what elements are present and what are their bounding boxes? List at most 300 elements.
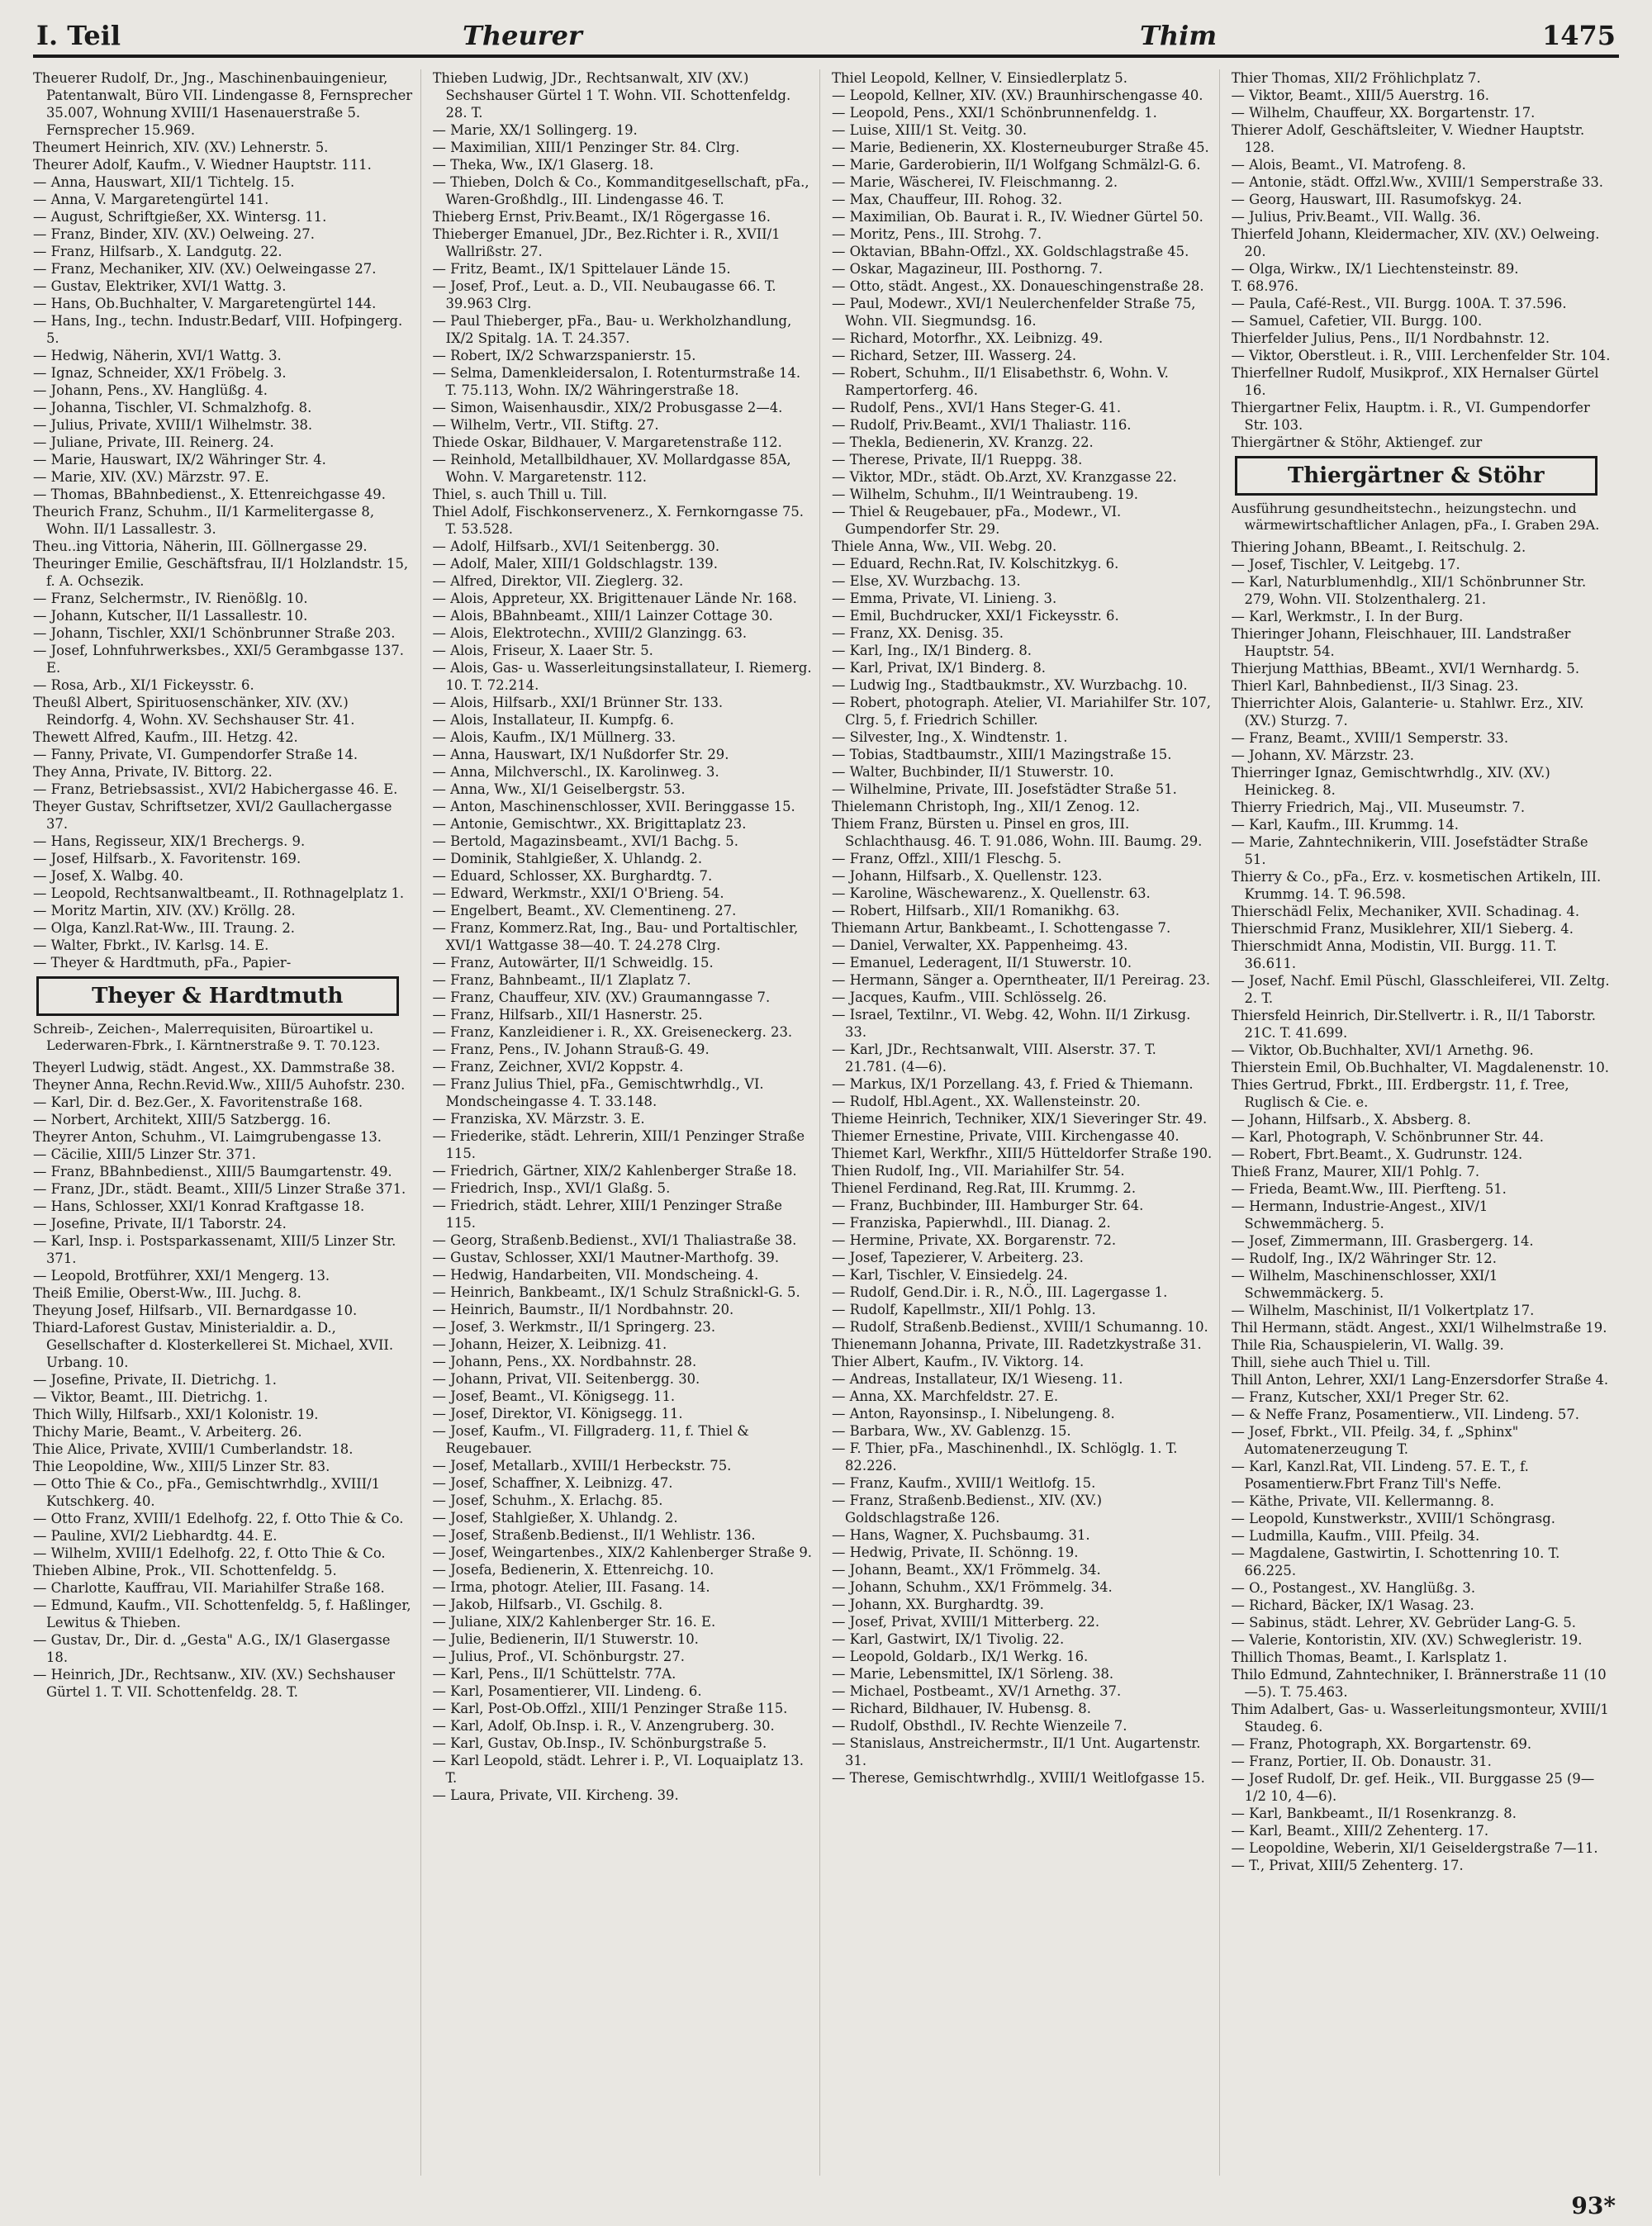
directory-entry: — Frieda, Beamt.Ww., III. Pierfteng. 51. xyxy=(1231,1181,1507,1197)
directory-entry: — Ludmilla, Kaufm., VIII. Pfeilg. 34. xyxy=(1231,1528,1480,1544)
directory-entry: — Karl, Post-Ob.Offzl., XIII/1 Penzinger Straße 115. xyxy=(432,1701,788,1716)
directory-entry: — Josef, Schaffner, X. Leibnizg. 47. xyxy=(432,1475,673,1491)
directory-entry: Thieringer Johann, Fleischhauer, III. Landstraßer Hauptstr. 54. xyxy=(1231,626,1571,659)
directory-entry: — Franz, XX. Denisg. 35. xyxy=(832,625,1004,641)
page-number: 1475 xyxy=(1541,20,1616,51)
directory-entry: — Hans, Wagner, X. Puchsbaumg. 31. xyxy=(832,1527,1090,1543)
directory-entry: — Georg, Straßenb.Bedienst., XVI/1 Thaliastraße 38. xyxy=(432,1232,797,1248)
directory-entry: Thil Hermann, städt. Angest., XXI/1 Wilhelmstraße 19. xyxy=(1231,1320,1607,1336)
directory-entry: — Israel, Textilnr., VI. Webg. 42, Wohn. II/1 Zirkusg. 33. xyxy=(832,1007,1191,1040)
directory-entry: — Heinrich, Bankbeamt., IX/1 Schulz Straßnickl-G. 5. xyxy=(432,1284,800,1300)
directory-entry: — Adolf, Maler, XIII/1 Goldschlagstr. 139. xyxy=(432,556,718,572)
directory-entry: Thieberger Emanuel, JDr., Bez.Richter i. R., XVII/1 Wallrißstr. 27. xyxy=(432,226,781,259)
directory-entry: Thiemer Ernestine, Private, VIII. Kirchengasse 40. xyxy=(832,1128,1180,1144)
directory-entry: — Franziska, XV. Märzstr. 3. E. xyxy=(432,1111,645,1127)
directory-entry: — Julius, Prof., VI. Schönburgstr. 27. xyxy=(432,1649,685,1664)
directory-entry: — Markus, IX/1 Porzellang. 43, f. Fried & Thiemann. xyxy=(832,1076,1194,1092)
directory-entry: — Leopold, Pens., XXI/1 Schönbrunnenfeldg. 1. xyxy=(832,105,1157,121)
directory-entry: — Wilhelm, Vertr., VII. Stiftg. 27. xyxy=(432,417,659,433)
directory-entry: — Walter, Buchbinder, II/1 Stuwerstr. 10. xyxy=(832,764,1114,780)
directory-entry: — Juliane, XIX/2 Kahlenberger Str. 16. E. xyxy=(432,1614,716,1630)
directory-entry: — Wilhelm, Maschinenschlosser, XXI/1 Schwemmäckerg. 5. xyxy=(1231,1268,1498,1301)
directory-entry: — Silvester, Ing., X. Windtenstr. 1. xyxy=(832,729,1068,745)
directory-entry: — Karoline, Wäschewarenz., X. Quellenstr. 63. xyxy=(832,885,1151,901)
directory-entry: — Robert, photograph. Atelier, VI. Mariahilfer Str. 107, Clrg. 5, f. Friedrich Schiller. xyxy=(832,695,1212,728)
directory-entry: — Simon, Waisenhausdir., XIX/2 Probusgasse 2—4. xyxy=(432,400,783,415)
directory-entry: — Charlotte, Kauffrau, VII. Mariahilfer Straße 168. xyxy=(33,1580,385,1596)
directory-entry: — Friedrich, Insp., XVI/1 Glaßg. 5. xyxy=(432,1180,671,1196)
directory-entry: — T., Privat, XIII/5 Zehenterg. 17. xyxy=(1231,1858,1464,1873)
directory-entry: — Ludwig Ing., Stadtbaukmstr., XV. Wurzbachg. 10. xyxy=(832,677,1188,693)
directory-entry: Thiel, s. auch Thill u. Till. xyxy=(432,486,607,502)
directory-entry: — Thekla, Bedienerin, XV. Kranzg. 22. xyxy=(832,434,1094,450)
directory-entry: — Rudolf, Kapellmstr., XII/1 Pohlg. 13. xyxy=(832,1302,1096,1317)
directory-entry: — Anton, Rayonsinsp., I. Nibelungeng. 8. xyxy=(832,1406,1115,1422)
advertisement-text: Ausführung gesundheitstechn., heizungstechn. und wärmewirtschaftlicher Anlagen, pFa., I. Graben 29A. xyxy=(1231,501,1600,533)
directory-entry: — Marie, Zahntechnikerin, VIII. Josefstädter Straße 51. xyxy=(1231,834,1588,867)
directory-entry: — Engelbert, Beamt., XV. Clementineng. 27. xyxy=(432,903,737,918)
directory-column-3 xyxy=(832,69,1220,2176)
directory-entry: — Josef, Nachf. Emil Püschl, Glasschleiferei, VII. Zeltg. 2. T. xyxy=(1231,973,1610,1006)
directory-entry: — Hedwig, Handarbeiten, VII. Mondscheing. 4. xyxy=(432,1267,759,1283)
directory-entry: Thiemet Karl, Werkfhr., XIII/5 Hütteldorfer Straße 190. xyxy=(832,1146,1213,1161)
directory-entry: Thiering Johann, BBeamt., I. Reitschulg. 2. xyxy=(1231,539,1526,555)
directory-entry: — Friederike, städt. Lehrerin, XIII/1 Penzinger Straße 115. xyxy=(432,1128,805,1161)
directory-entry: — Marie, XX/1 Sollingerg. 19. xyxy=(432,122,638,138)
directory-entry: — Karl, JDr., Rechtsanwalt, VIII. Alserstr. 37. T. 21.781. (4—6). xyxy=(832,1042,1156,1075)
directory-entry: — Anna, V. Margaretengürtel 141. xyxy=(33,192,269,207)
directory-entry: — Franz, Offzl., XIII/1 Fleschg. 5. xyxy=(832,851,1062,866)
directory-entry: — Karl, Gastwirt, IX/1 Tivolig. 22. xyxy=(832,1631,1065,1647)
directory-entry: — Wilhelm, Chauffeur, XX. Borgartenstr. 17. xyxy=(1231,105,1536,121)
directory-entry: — Johann, Beamt., XX/1 Frömmelg. 34. xyxy=(832,1562,1101,1578)
directory-entry: — Josef Rudolf, Dr. gef. Heik., VII. Burggasse 25 (9—1/2 10, 4—6). xyxy=(1231,1771,1595,1804)
directory-entry: — Otto Franz, XVIII/1 Edelhofg. 22, f. Otto Thie & Co. xyxy=(33,1511,404,1526)
directory-entry: — Josef, Direktor, VI. Königsegg. 11. xyxy=(432,1406,683,1422)
directory-entry: — Heinrich, Baumstr., II/1 Nordbahnstr. 20. xyxy=(432,1302,734,1317)
directory-entry: — Johann, Tischler, XXI/1 Schönbrunner Straße 203. xyxy=(33,625,396,641)
directory-entry: — Alois, Kaufm., IX/1 Müllnerg. 33. xyxy=(432,729,676,745)
directory-entry: — Franz, Straßenb.Bedienst., XIV. (XV.) Goldschlagstraße 126. xyxy=(832,1493,1103,1526)
directory-entry: T. 68.976. xyxy=(1231,278,1299,294)
directory-entry: — Theyer & Hardtmuth, pFa., Papier- xyxy=(33,955,292,971)
directory-entry: Theyer Gustav, Schriftsetzer, XVI/2 Gaullachergasse 37. xyxy=(33,799,392,832)
directory-entry: — Valerie, Kontoristin, XIV. (XV.) Schwegleristr. 19. xyxy=(1231,1632,1583,1648)
directory-entry: — Ignaz, Schneider, XX/1 Fröbelg. 3. xyxy=(33,365,287,381)
directory-entry: — Johann, Hilfsarb., X. Absberg. 8. xyxy=(1231,1112,1471,1127)
directory-entry: Theumert Heinrich, XIV. (XV.) Lehnerstr. 5. xyxy=(33,140,329,155)
directory-entry: — Else, XV. Wurzbachg. 13. xyxy=(832,573,1021,589)
advertisement xyxy=(1232,456,1613,534)
directory-entry: Thierry Friedrich, Maj., VII. Museumstr. 7. xyxy=(1231,800,1526,815)
directory-entry: — Cäcilie, XIII/5 Linzer Str. 371. xyxy=(33,1146,257,1162)
directory-entry: — Franz, Beamt., XVIII/1 Semperstr. 33. xyxy=(1231,730,1509,746)
directory-entry: Thilo Edmund, Zahntechniker, I. Brännerstraße 11 (10—5). T. 75.463. xyxy=(1231,1667,1607,1700)
directory-entry: — Emma, Private, VI. Linieng. 3. xyxy=(832,591,1057,606)
directory-entry: — Josef, Beamt., VI. Königsegg. 11. xyxy=(432,1388,676,1404)
header-last-entry: Thim xyxy=(1140,20,1218,51)
directory-entry: — Magdalene, Gastwirtin, I. Schottenring 10. T. 66.225. xyxy=(1231,1545,1560,1578)
directory-entry: Thiard-Laforest Gustav, Ministerialdir. a. D., Gesellschafter d. Klosterkellerei St. Michael, XVII. Urbang. 10. xyxy=(33,1320,394,1370)
directory-entry: — Johanna, Tischler, VI. Schmalzhofg. 8. xyxy=(33,400,312,415)
directory-entry: — Viktor, Oberstleut. i. R., VIII. Lerchenfelder Str. 104. xyxy=(1231,348,1611,363)
directory-entry: Thie Leopoldine, Ww., XIII/5 Linzer Str. 83. xyxy=(33,1459,330,1474)
directory-entry: — Franz, Selchermstr., IV. Rienößlg. 10. xyxy=(33,591,308,606)
directory-entry: — Luise, XIII/1 St. Veitg. 30. xyxy=(832,122,1028,138)
directory-entry: — Franziska, Papierwhdl., III. Dianag. 2. xyxy=(832,1215,1111,1231)
directory-entry: — Alois, Appreteur, XX. Brigittenauer Lände Nr. 168. xyxy=(432,591,797,606)
directory-entry: Thielemann Christoph, Ing., XII/1 Zenog. 12. xyxy=(832,799,1140,814)
directory-entry: — Rudolf, Ing., IX/2 Währinger Str. 12. xyxy=(1231,1251,1497,1266)
directory-entry: — Johann, Hilfsarb., X. Quellenstr. 123. xyxy=(832,868,1103,884)
directory-entry: Theurich Franz, Schuhm., II/1 Karmelitergasse 8, Wohn. II/1 Lassallestr. 3. xyxy=(33,504,375,537)
directory-entry: — Alois, Installateur, II. Kumpfg. 6. xyxy=(432,712,674,728)
advertisement-title: Thiergärtner & Stöhr xyxy=(1235,456,1598,496)
header-part-label: I. Teil xyxy=(36,20,121,51)
directory-entry: — Hermann, Industrie-Angest., XIV/1 Schwemmächerg. 5. xyxy=(1231,1198,1488,1232)
directory-entry: Thierfeld Johann, Kleidermacher, XIV. (XV.) Oelweing. 20. xyxy=(1231,226,1600,259)
directory-entry: — Georg, Hauswart, III. Rasumofskyg. 24. xyxy=(1231,192,1522,207)
directory-entry: Thierschmid Franz, Musiklehrer, XII/1 Sieberg. 4. xyxy=(1231,921,1574,937)
directory-entry: Thiergärtner & Stöhr, Aktiengef. zur xyxy=(1231,434,1483,450)
directory-entry: — Hedwig, Private, II. Schönng. 19. xyxy=(832,1545,1079,1560)
directory-entry: — Alfred, Direktor, VII. Zieglerg. 32. xyxy=(432,573,684,589)
directory-entry: — Karl, Privat, IX/1 Binderg. 8. xyxy=(832,660,1046,676)
directory-entry: — Hermann, Sänger a. Operntheater, II/1 Pereirag. 23. xyxy=(832,972,1211,988)
directory-entry: — Irma, photogr. Atelier, III. Fasang. 14. xyxy=(432,1579,710,1595)
directory-entry: — Emanuel, Lederagent, II/1 Stuwerstr. 10. xyxy=(832,955,1132,971)
directory-entry: — Josef, Hilfsarb., X. Favoritenstr. 169. xyxy=(33,851,301,866)
directory-entry: — Josef, Kaufm., VI. Fillgraderg. 11, f. Thiel & Reugebauer. xyxy=(432,1423,749,1456)
directory-entry: — Marie, Bedienerin, XX. Klosterneuburger Straße 45. xyxy=(832,140,1209,155)
directory-entry: — Karl, Naturblumenhdlg., XII/1 Schönbrunner Str. 279, Wohn. VII. Stolzenthalerg. 21. xyxy=(1231,574,1587,607)
directory-entry: — Viktor, Beamt., XIII/5 Auerstrg. 16. xyxy=(1231,88,1490,103)
directory-entry: — Rudolf, Straßenb.Bedienst., XVIII/1 Schumanng. 10. xyxy=(832,1319,1208,1335)
directory-entry: — Gustav, Elektriker, XVI/1 Wattg. 3. xyxy=(33,278,287,294)
directory-entry: Thierl Karl, Bahnbedienst., II/3 Sinag. 23. xyxy=(1231,678,1519,694)
directory-entry: — Josef, Stahlgießer, X. Uhlandg. 2. xyxy=(432,1510,678,1526)
directory-entry: — Olga, Wirkw., IX/1 Liechtensteinstr. 89. xyxy=(1231,261,1519,277)
directory-entry: — & Neffe Franz, Posamentierw., VII. Lindeng. 57. xyxy=(1231,1407,1579,1422)
directory-entry: — Franz Julius Thiel, pFa., Gemischtwrhdlg., VI. Mondscheingasse 4. T. 33.148. xyxy=(432,1076,764,1109)
directory-entry: — Käthe, Private, VII. Kellermanng. 8. xyxy=(1231,1493,1494,1509)
directory-entry: — Theka, Ww., IX/1 Glaserg. 18. xyxy=(432,157,654,173)
directory-entry: — Karl, Gustav, Ob.Insp., IV. Schönburgstraße 5. xyxy=(432,1735,767,1751)
directory-entry: — Leopold, Kunstwerkstr., XVIII/1 Schöngrasg. xyxy=(1231,1511,1555,1526)
advertisement-text: Schreib-, Zeichen-, Malerrequisiten, Büroartikel u. Lederwaren-Fbrk., I. Kärntnerstraße 9. T. 70.123. xyxy=(33,1021,381,1053)
directory-entry: — Therese, Gemischtwrhdlg., XVIII/1 Weitlofgasse 15. xyxy=(832,1770,1205,1786)
directory-entry: — Samuel, Cafetier, VII. Burgg. 100. xyxy=(1231,313,1483,329)
directory-entry: — Antonie, Gemischtwr., XX. Brigittaplatz 23. xyxy=(432,816,747,832)
directory-entry: — Edmund, Kaufm., VII. Schottenfeldg. 5, f. Haßlinger, Lewitus & Thieben. xyxy=(33,1597,411,1630)
directory-entry: — Johann, Pens., XV. Hanglüßg. 4. xyxy=(33,382,268,398)
directory-entry: Theyung Josef, Hilfsarb., VII. Bernardgasse 10. xyxy=(33,1303,358,1318)
directory-entry: — Pauline, XVI/2 Liebhardtg. 44. E. xyxy=(33,1528,278,1544)
directory-entry: — Johann, XX. Burghardtg. 39. xyxy=(832,1597,1044,1612)
directory-entry: — Viktor, MDr., städt. Ob.Arzt, XV. Kranzgasse 22. xyxy=(832,469,1177,485)
directory-entry: Thierry & Co., pFa., Erz. v. kosmetischen Artikeln, III. Krummg. 14. T. 96.598. xyxy=(1231,869,1602,902)
directory-entry: — Marie, Wäscherei, IV. Fleischmanng. 2. xyxy=(832,174,1118,190)
directory-entry: — Leopoldine, Weberin, XI/1 Geiseldergstraße 7—11. xyxy=(1231,1840,1598,1856)
directory-entry: — Paul Thieberger, pFa., Bau- u. Werkholzhandlung, IX/2 Spitalg. 1A. T. 24.357. xyxy=(432,313,792,346)
directory-entry: Thiel Leopold, Kellner, V. Einsiedlerplatz 5. xyxy=(832,70,1127,86)
directory-entry: — Marie, Hauswart, IX/2 Währinger Str. 4. xyxy=(33,452,326,468)
directory-entry: — Johann, Privat, VII. Seitenbergg. 30. xyxy=(432,1371,700,1387)
directory-entry: — Alois, Elektrotechn., XVIII/2 Glanzingg. 63. xyxy=(432,625,748,641)
directory-entry: — Sabinus, städt. Lehrer, XV. Gebrüder Lang-G. 5. xyxy=(1231,1615,1576,1630)
directory-entry: — Rudolf, Pens., XVI/1 Hans Steger-G. 41. xyxy=(832,400,1122,415)
directory-entry: — Juliane, Private, III. Reinerg. 24. xyxy=(33,434,274,450)
directory-entry: Thie Alice, Private, XVIII/1 Cumberlandstr. 18. xyxy=(33,1441,354,1457)
directory-entry: — Rudolf, Hbl.Agent., XX. Wallensteinstr. 20. xyxy=(832,1094,1141,1109)
directory-entry: — Norbert, Architekt, XIII/5 Satzbergg. 16. xyxy=(33,1112,331,1127)
directory-entry: — Friedrich, Gärtner, XIX/2 Kahlenberger Straße 18. xyxy=(432,1163,797,1179)
directory-entry: — Rudolf, Obsthdl., IV. Rechte Wienzeile 7. xyxy=(832,1718,1127,1734)
directory-entry: — Josef, Lohnfuhrwerksbes., XXI/5 Gerambgasse 137. E. xyxy=(33,643,404,676)
directory-entry: — Anna, Ww., XI/1 Geiselbergstr. 53. xyxy=(432,781,686,797)
directory-entry: Thiel Adolf, Fischkonservenerz., X. Fernkorngasse 75. T. 53.528. xyxy=(432,504,805,537)
directory-entry: — Josef, Weingartenbes., XIX/2 Kahlenberger Straße 9. xyxy=(432,1545,812,1560)
directory-entry: — Anna, XX. Marchfeldstr. 27. E. xyxy=(832,1388,1059,1404)
directory-entry: — Alois, Beamt., VI. Matrofeng. 8. xyxy=(1231,157,1466,173)
directory-entry: Thile Ria, Schauspielerin, VI. Wallg. 39. xyxy=(1231,1337,1504,1353)
directory-entry: — Wilhelm, XVIII/1 Edelhofg. 22, f. Otto Thie & Co. xyxy=(33,1545,386,1561)
directory-entry: — Eduard, Schlosser, XX. Burghardtg. 7. xyxy=(432,868,713,884)
directory-entry: Thierer Adolf, Geschäftsleiter, V. Wiedner Hauptstr. 128. xyxy=(1231,122,1585,155)
directory-entry: — Andreas, Installateur, IX/1 Wieseng. 11. xyxy=(832,1371,1123,1387)
directory-entry: — Richard, Motorfhr., XX. Leibnizg. 49. xyxy=(832,330,1104,346)
directory-entry: — Reinhold, Metallbildhauer, XV. Mollardgasse 85A, Wohn. V. Margaretenstr. 112. xyxy=(432,452,791,485)
directory-entry: Thiede Oskar, Bildhauer, V. Margaretenstraße 112. xyxy=(432,434,782,450)
directory-entry: — Leopold, Rechtsanwaltbeamt., II. Rothnagelplatz 1. xyxy=(33,885,405,901)
directory-entry: — Hans, Ob.Buchhalter, V. Margaretengürtel 144. xyxy=(33,296,377,311)
directory-entry: Thierringer Ignaz, Gemischtwrhdlg., XIV. (XV.) Heinickeg. 8. xyxy=(1231,765,1550,798)
directory-entry: — Karl, Ing., IX/1 Binderg. 8. xyxy=(832,643,1032,658)
directory-entry: — Franz, Hilfsarb., X. Landgutg. 22. xyxy=(33,244,282,259)
directory-entry: — Viktor, Beamt., III. Dietrichg. 1. xyxy=(33,1389,268,1405)
directory-entry: — Moritz Martin, XIV. (XV.) Kröllg. 28. xyxy=(33,903,296,918)
directory-entry: — Rudolf, Gend.Dir. i. R., N.Ö., III. Lagergasse 1. xyxy=(832,1284,1168,1300)
directory-entry: — Barbara, Ww., XV. Gablenzg. 15. xyxy=(832,1423,1071,1439)
directory-entry: Theurer Adolf, Kaufm., V. Wiedner Hauptstr. 111. xyxy=(33,157,372,173)
directory-entry: — Karl, Photograph, V. Schönbrunner Str. 44. xyxy=(1231,1129,1544,1145)
directory-entry: — Richard, Bildhauer, IV. Hubensg. 8. xyxy=(832,1701,1091,1716)
directory-entry: — Olga, Kanzl.Rat-Ww., III. Traung. 2. xyxy=(33,920,295,936)
directory-entry: — Franz, Buchbinder, III. Hamburger Str. 64. xyxy=(832,1198,1144,1213)
directory-entry: — Franz, Kommerz.Rat, Ing., Bau- und Portaltischler, XVI/1 Wattgasse 38—40. T. 24.278 Clrg. xyxy=(432,920,799,953)
directory-entry: — Karl, Kanzl.Rat, VII. Lindeng. 57. E. T., f. Posamentierw.Fbrt Franz Till's Neffe. xyxy=(1231,1459,1529,1492)
directory-entry: — Julie, Bedienerin, II/1 Stuwerstr. 10. xyxy=(432,1631,699,1647)
directory-entry: — Tobias, Stadtbaumstr., XIII/1 Mazingstraße 15. xyxy=(832,747,1172,762)
directory-entry: — Johann, XV. Märzstr. 23. xyxy=(1231,748,1415,763)
directory-entry: — Josefine, Private, II/1 Taborstr. 24. xyxy=(33,1216,287,1232)
directory-entry: — Josef, Prof., Leut. a. D., VII. Neubaugasse 66. T. 39.963 Clrg. xyxy=(432,278,776,311)
directory-entry: Thierfellner Rudolf, Musikprof., XIX Hernalser Gürtel 16. xyxy=(1231,365,1599,398)
directory-entry: — Therese, Private, II/1 Rueppg. 38. xyxy=(832,452,1083,468)
directory-entry: Theuringer Emilie, Geschäftsfrau, II/1 Holzlandstr. 15, f. A. Ochsezik. xyxy=(33,556,409,589)
directory-entry: — Walter, Fbrkt., IV. Karlsg. 14. E. xyxy=(33,937,269,953)
page-footer-mark: 93* xyxy=(1571,2192,1616,2219)
advertisement-title: Theyer & Hardtmuth xyxy=(36,976,399,1016)
directory-entry: Thillich Thomas, Beamt., I. Karlsplatz 1. xyxy=(1231,1649,1507,1665)
directory-entry: — Anna, Milchverschl., IX. Karolinweg. 3. xyxy=(432,764,719,780)
advertisement xyxy=(33,976,414,1054)
directory-entry: — Thiel & Reugebauer, pFa., Modewr., VI. Gumpendorfer Str. 29. xyxy=(832,504,1122,537)
directory-entry: — Franz, Kanzleidiener i. R., XX. Greiseneckerg. 23. xyxy=(432,1024,793,1040)
directory-entry: — Paula, Café-Rest., VII. Burgg. 100A. T. 37.596. xyxy=(1231,296,1567,311)
directory-entry: — Josefine, Private, II. Dietrichg. 1. xyxy=(33,1372,278,1388)
directory-entry: — Maximilian, Ob. Baurat i. R., IV. Wiedner Gürtel 50. xyxy=(832,209,1203,225)
directory-entry: — Oktavian, BBahn-Offzl., XX. Goldschlagstraße 45. xyxy=(832,244,1189,259)
directory-entry: — Jacques, Kaufm., VIII. Schlösselg. 26. xyxy=(832,990,1108,1005)
directory-entry: — Hermine, Private, XX. Borgarenstr. 72. xyxy=(832,1232,1117,1248)
directory-entry: — Josef, Straßenb.Bedienst., II/1 Wehlistr. 136. xyxy=(432,1527,756,1543)
directory-entry: — Alois, Hilfsarb., XXI/1 Brünner Str. 133. xyxy=(432,695,724,710)
directory-entry: — Alois, Friseur, X. Laaer Str. 5. xyxy=(432,643,653,658)
directory-entry: Theußl Albert, Spirituosenschänker, XIV. (XV.) Reindorfg. 4, Wohn. XV. Sechshauser Str. 41. xyxy=(33,695,355,728)
directory-entry: Theuerer Rudolf, Dr., Jng., Maschinenbauingenieur, Patentanwalt, Büro VII. Lindengasse 8, Fernsprecher 35.007, Wohnung XVIII/1 Hasenauerstraße 5. Fernsprecher 15.969. xyxy=(33,70,413,138)
directory-entry: — Fanny, Private, VI. Gumpendorfer Straße 14. xyxy=(33,747,358,762)
directory-entry: — Franz, Kaufm., XVIII/1 Weitlofg. 15. xyxy=(832,1475,1096,1491)
directory-entry: — Antonie, städt. Offzl.Ww., XVIII/1 Semperstraße 33. xyxy=(1231,174,1603,190)
directory-entry: — Edward, Werkmstr., XXI/1 O'Brieng. 54. xyxy=(432,885,724,901)
directory-entry: — Paul, Modewr., XVI/1 Neulerchenfelder Straße 75, Wohn. VII. Siegmundsg. 16. xyxy=(832,296,1196,329)
directory-entry: — Adolf, Hilfsarb., XVI/1 Seitenbergg. 30. xyxy=(432,539,720,554)
directory-entry: — Josef, Tapezierer, V. Arbeiterg. 23. xyxy=(832,1250,1084,1265)
directory-entry: — Otto Thie & Co., pFa., Gemischtwrhdlg., XVIII/1 Kutschkerg. 40. xyxy=(33,1476,381,1509)
directory-entry: — Karl, Beamt., XIII/2 Zehenterg. 17. xyxy=(1231,1823,1489,1839)
directory-entry: — Hans, Schlosser, XXI/1 Konrad Kraftgasse 18. xyxy=(33,1198,365,1214)
directory-entry: — O., Postangest., XV. Hanglüßg. 3. xyxy=(1231,1580,1476,1596)
directory-entry: Thierschmidt Anna, Modistin, VII. Burgg. 11. T. 36.611. xyxy=(1231,938,1557,971)
directory-entry: Thiem Franz, Bürsten u. Pinsel en gros, III. Schlachthausg. 46. T. 91.086, Wohn. III. Baumg. 29. xyxy=(832,816,1203,849)
directory-entry: — Max, Chauffeur, III. Rohog. 32. xyxy=(832,192,1063,207)
directory-entry: — Viktor, Ob.Buchhalter, XVI/1 Arnethg. 96. xyxy=(1231,1042,1534,1058)
directory-entry: — Josef, Tischler, V. Leitgebg. 17. xyxy=(1231,557,1460,572)
directory-entry: — Friedrich, städt. Lehrer, XIII/1 Penzinger Straße 115. xyxy=(432,1198,782,1231)
directory-entry: — Julius, Private, XVIII/1 Wilhelmstr. 38. xyxy=(33,417,313,433)
directory-columns xyxy=(33,69,1619,2176)
directory-entry: — Hedwig, Näherin, XVI/1 Wattg. 3. xyxy=(33,348,282,363)
directory-entry: — Marie, XIV. (XV.) Märzstr. 97. E. xyxy=(33,469,269,485)
directory-entry: Theyrer Anton, Schuhm., VI. Laimgrubengasse 13. xyxy=(33,1129,382,1145)
directory-entry: — Thomas, BBahnbedienst., X. Ettenreichgasse 49. xyxy=(33,486,386,502)
directory-entry: — Johann, Schuhm., XX/1 Frömmelg. 34. xyxy=(832,1579,1113,1595)
directory-entry: — Karl, Kaufm., III. Krummg. 14. xyxy=(1231,817,1459,833)
directory-entry: — Franz, Hilfsarb., XII/1 Hasnerstr. 25. xyxy=(432,1007,703,1023)
directory-entry: — Gustav, Dr., Dir. d. „Gesta" A.G., IX/1 Glasergasse 18. xyxy=(33,1632,391,1665)
directory-column-1 xyxy=(33,69,421,2176)
directory-entry: — Rudolf, Priv.Beamt., XVI/1 Thaliastr. 116. xyxy=(832,417,1132,433)
directory-entry: Theu..ing Vittoria, Näherin, III. Göllnergasse 29. xyxy=(33,539,368,554)
directory-entry: Thieben Albine, Prok., VII. Schottenfeldg. 5. xyxy=(33,1563,337,1578)
directory-entry: — Rosa, Arb., XI/1 Fickeysstr. 6. xyxy=(33,677,254,693)
directory-entry: — Marie, Garderobierin, II/1 Wolfgang Schmälzl-G. 6. xyxy=(832,157,1201,173)
directory-entry: — Karl, Werkmstr., I. In der Burg. xyxy=(1231,609,1464,624)
directory-entry: — Franz, Betriebsassist., XVI/2 Habichergasse 46. E. xyxy=(33,781,398,797)
directory-entry: — Emil, Buchdrucker, XXI/1 Fickeysstr. 6. xyxy=(832,608,1119,624)
directory-entry: — Johann, Kutscher, II/1 Lassallestr. 10. xyxy=(33,608,308,624)
directory-entry: — Josefa, Bedienerin, X. Ettenreichg. 10. xyxy=(432,1562,714,1578)
directory-entry: — Wilhelmine, Private, III. Josefstädter Straße 51. xyxy=(832,781,1177,797)
directory-entry: — Franz, Autowärter, II/1 Schweidlg. 15. xyxy=(432,955,714,971)
directory-entry: — Leopold, Kellner, XIV. (XV.) Braunhirschengasse 40. xyxy=(832,88,1203,103)
directory-entry: — Josef, Metallarb., XVIII/1 Herbeckstr. 75. xyxy=(432,1458,732,1474)
directory-entry: — Karl, Insp. i. Postsparkassenamt, XIII/5 Linzer Str. 371. xyxy=(33,1233,396,1266)
directory-entry: — Stanislaus, Anstreichermstr., II/1 Unt. Augartenstr. 31. xyxy=(832,1735,1201,1768)
directory-entry: — F. Thier, pFa., Maschinenhdl., IX. Schlöglg. 1. T. 82.226. xyxy=(832,1440,1178,1474)
directory-entry: — Johann, Pens., XX. Nordbahnstr. 28. xyxy=(432,1354,697,1369)
header-first-entry: Theurer xyxy=(463,20,582,51)
directory-entry: Thieme Heinrich, Techniker, XIX/1 Sieveringer Str. 49. xyxy=(832,1111,1208,1127)
directory-entry: — Dominik, Stahlgießer, X. Uhlandg. 2. xyxy=(432,851,703,866)
directory-entry: — Leopold, Goldarb., IX/1 Werkg. 16. xyxy=(832,1649,1089,1664)
directory-entry: Thill Anton, Lehrer, XXI/1 Lang-Enzersdorfer Straße 4. xyxy=(1231,1372,1609,1388)
directory-entry: — Johann, Heizer, X. Leibnizg. 41. xyxy=(432,1336,667,1352)
directory-entry: — Franz, Bahnbeamt., II/1 Zlaplatz 7. xyxy=(432,972,691,988)
directory-column-2 xyxy=(433,69,821,2176)
directory-entry: Thim Adalbert, Gas- u. Wasserleitungsmonteur, XVIII/1 Staudeg. 6. xyxy=(1231,1702,1609,1735)
directory-entry: Thiemann Artur, Bankbeamt., I. Schottengasse 7. xyxy=(832,920,1171,936)
directory-entry: — Michael, Postbeamt., XV/1 Arnethg. 37. xyxy=(832,1683,1122,1699)
directory-entry: — Anton, Maschinenschlosser, XVII. Beringgasse 15. xyxy=(432,799,795,814)
directory-entry: — Heinrich, JDr., Rechtsanw., XIV. (XV.) Sechshauser Gürtel 1. T. VII. Schottenfeldg. 28. T. xyxy=(33,1667,396,1700)
directory-entry: — Jakob, Hilfsarb., VI. Gschilg. 8. xyxy=(432,1597,663,1612)
directory-entry: They Anna, Private, IV. Bittorg. 22. xyxy=(33,764,273,780)
directory-entry: — Thieben, Dolch & Co., Kommanditgesellschaft, pFa., Waren-Großhdlg., III. Lindengasse 46. T. xyxy=(432,174,809,207)
directory-entry: — Robert, Hilfsarb., XII/1 Romanikhg. 63. xyxy=(832,903,1120,918)
directory-entry: Thienel Ferdinand, Reg.Rat, III. Krummg. 2. xyxy=(832,1180,1137,1196)
directory-entry: — Josef, Privat, XVIII/1 Mitterberg. 22. xyxy=(832,1614,1100,1630)
directory-entry: — Karl, Posamentierer, VII. Lindeng. 6. xyxy=(432,1683,702,1699)
directory-entry: Thiersfeld Heinrich, Dir.Stellvertr. i. R., II/1 Taborstr. 21C. T. 41.699. xyxy=(1231,1008,1596,1041)
directory-entry: — Anna, Hauswart, IX/1 Nußdorfer Str. 29. xyxy=(432,747,729,762)
directory-entry: Thierstein Emil, Ob.Buchhalter, VI. Magdalenenstr. 10. xyxy=(1231,1060,1609,1075)
directory-entry: — Franz, JDr., städt. Beamt., XIII/5 Linzer Straße 371. xyxy=(33,1181,406,1197)
directory-entry: — Julius, Priv.Beamt., VII. Wallg. 36. xyxy=(1231,209,1481,225)
directory-entry: — Karl, Pens., II/1 Schüttelstr. 77A. xyxy=(432,1666,676,1682)
directory-entry: — Franz, Chauffeur, XIV. (XV.) Graumanngasse 7. xyxy=(432,990,771,1005)
directory-entry: — Fritz, Beamt., IX/1 Spittelauer Lände 15. xyxy=(432,261,731,277)
directory-entry: — Anna, Hauswart, XII/1 Tichtelg. 15. xyxy=(33,174,295,190)
directory-entry: Thieberg Ernst, Priv.Beamt., IX/1 Rögergasse 16. xyxy=(432,209,771,225)
directory-entry: Thieben Ludwig, JDr., Rechtsanwalt, XIV (XV.) Sechshauser Gürtel 1 T. Wohn. VII. Schottenfeldg. 28. T. xyxy=(432,70,791,121)
directory-entry: — Wilhelm, Maschinist, II/1 Volkertplatz 17. xyxy=(1231,1303,1535,1318)
directory-entry: — Karl, Dir. d. Bez.Ger., X. Favoritenstraße 168. xyxy=(33,1094,363,1110)
directory-entry: — Josef, Zimmermann, III. Grasbergerg. 14. xyxy=(1231,1233,1534,1249)
directory-entry: Thierschädl Felix, Mechaniker, XVII. Schadinag. 4. xyxy=(1231,904,1580,919)
directory-entry: Thichy Marie, Beamt., V. Arbeiterg. 26. xyxy=(33,1424,302,1440)
directory-entry: — Maximilian, XIII/1 Penzinger Str. 84. Clrg. xyxy=(432,140,740,155)
directory-entry: Thienemann Johanna, Private, III. Radetzkystraße 31. xyxy=(832,1336,1202,1352)
directory-entry: Thierfelder Julius, Pens., II/1 Nordbahnstr. 12. xyxy=(1231,330,1550,346)
directory-entry: Thewett Alfred, Kaufm., III. Hetzg. 42. xyxy=(33,729,298,745)
directory-entry: Thiergartner Felix, Hauptm. i. R., VI. Gumpendorfer Str. 103. xyxy=(1231,400,1590,433)
directory-entry: Thiele Anna, Ww., VII. Webg. 20. xyxy=(832,539,1057,554)
directory-entry: — Robert, Fbrt.Beamt., X. Gudrunstr. 124. xyxy=(1231,1146,1523,1162)
directory-entry: Theyner Anna, Rechn.Revid.Ww., XIII/5 Auhofstr. 230. xyxy=(33,1077,406,1093)
directory-entry: Thier Albert, Kaufm., IV. Viktorg. 14. xyxy=(832,1354,1085,1369)
directory-entry: — Bertold, Magazinsbeamt., XVI/1 Bachg. 5. xyxy=(432,833,738,849)
directory-entry: — Gustav, Schlosser, XXI/1 Mautner-Marthofg. 39. xyxy=(432,1250,780,1265)
directory-entry: — Moritz, Pens., III. Strohg. 7. xyxy=(832,226,1042,242)
directory-entry: — Josef, X. Walbg. 40. xyxy=(33,868,184,884)
directory-entry: — Karl Leopold, städt. Lehrer i. P., VI. Loquaiplatz 13. T. xyxy=(432,1753,804,1786)
directory-entry: Thieß Franz, Maurer, XII/1 Pohlg. 7. xyxy=(1231,1164,1480,1179)
directory-entry: — Eduard, Rechn.Rat, IV. Kolschitzkyg. 6. xyxy=(832,556,1119,572)
directory-entry: — Selma, Damenkleidersalon, I. Rotenturmstraße 14. T. 75.113, Wohn. IX/2 Währingerstraße 18. xyxy=(432,365,801,398)
directory-entry: — Daniel, Verwalter, XX. Pappenheimg. 43. xyxy=(832,937,1128,953)
